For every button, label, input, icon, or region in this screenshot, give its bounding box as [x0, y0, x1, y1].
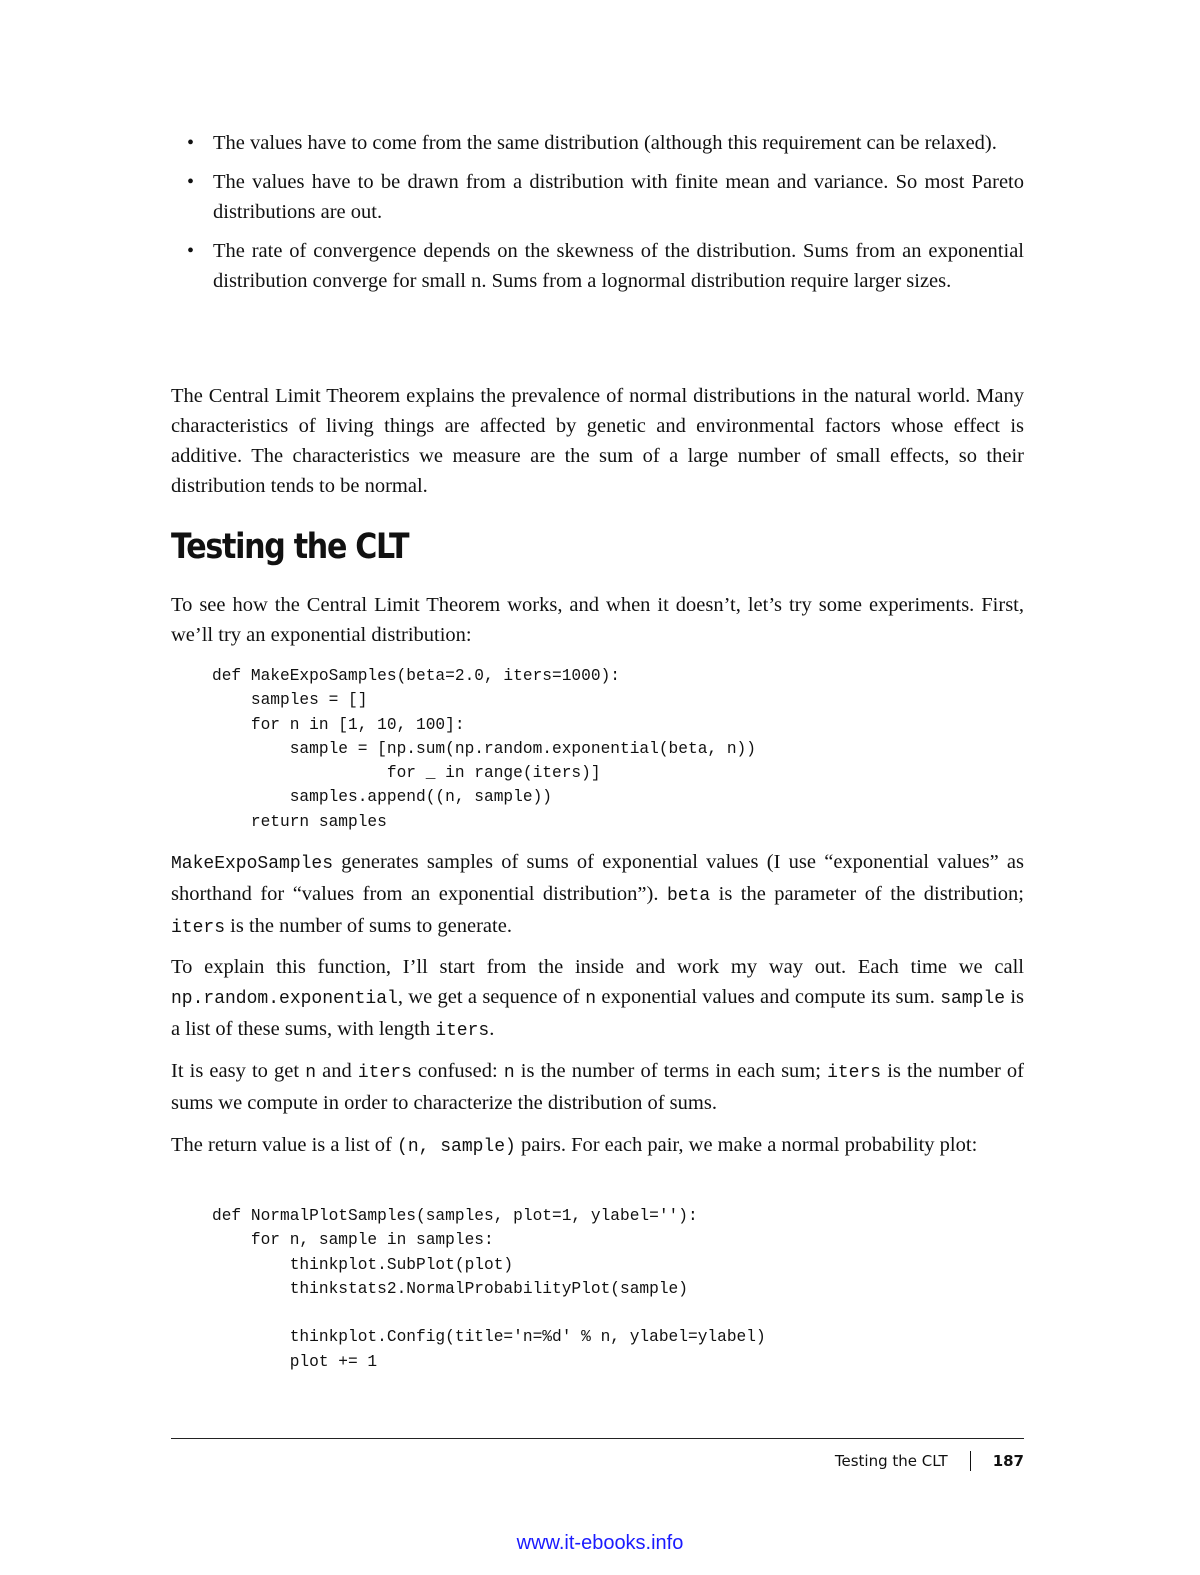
footer-section-title: Testing the CLT	[834, 1452, 948, 1470]
section-heading-container	[171, 527, 1024, 567]
text-run: is the number of sums we compute in order to characterize the distribution of sums.	[171, 1060, 1024, 1114]
bullet-item: • The values have to come from the same distribution (although this requirement can be relaxed).	[171, 128, 1024, 158]
text-run: pairs. For each pair, we make a normal probability plot:	[515, 1134, 978, 1156]
code-block-normal-plot-samples: def NormalPlotSamples(samples, plot=1, ylabel=''): for n, sample in samples: thinkplot.SubPlot(plot) thinkstats2.NormalProbabilityPlot(sample) thinkplot.Config(title='n=%d' % n, ylabel=ylabel) plot += 1	[212, 1207, 766, 1371]
inline-code: sample	[940, 989, 1005, 1009]
bullet-item: • The values have to be drawn from a distribution with finite mean and variance. So most Pareto distributions are out.	[171, 167, 1024, 227]
bullet-item: • The rate of convergence depends on the skewness of the distribution. Sums from an exponential distribution converge for small n. Sums from a lognormal distribution require larger sizes.	[171, 236, 1024, 296]
text-run: confused:	[411, 1060, 504, 1082]
text-run: generates samples of sums of exponential values (I use “exponential values” as shorthand for “values from an exponential distribution”).	[171, 851, 1024, 905]
paragraph-make-expo-description	[171, 847, 1024, 943]
page-footer	[835, 1451, 1024, 1471]
code-block-make-expo-samples: def MakeExpoSamples(beta=2.0, iters=1000): samples = [] for n in [1, 10, 100]: sample = [np.sum(np.random.exponential(beta, n)) for _ in range(iters)] samples.append((n, sample)) return samples	[212, 667, 756, 831]
text-run: The return value is a list of	[171, 1134, 398, 1156]
paragraph-return-value	[171, 1130, 1024, 1162]
paragraph-n-vs-iters	[171, 1056, 1024, 1118]
text-run: is a list of these sums, with length	[171, 986, 1025, 1040]
inline-code: iters	[171, 918, 226, 938]
footer-separator	[970, 1451, 971, 1471]
inline-code: n	[503, 1063, 515, 1083]
text-run: To explain this function, I’ll start from the inside and work my way out. Each time we call	[171, 956, 1024, 978]
section-title: Testing the CLT	[171, 527, 409, 567]
inline-code: iters	[435, 1021, 490, 1041]
text-run: .	[489, 1018, 495, 1040]
text-run: is the parameter of the distribution;	[710, 883, 1024, 905]
footer-divider	[171, 1438, 1024, 1439]
bullet-list	[171, 128, 1024, 305]
inline-code: n	[305, 1063, 317, 1083]
text-run: It is easy to get	[171, 1060, 306, 1082]
paragraph-function-explanation	[171, 952, 1024, 1046]
inline-code: iters	[357, 1063, 412, 1083]
page-number: 187	[992, 1452, 1024, 1470]
inline-code: np.random.exponential	[171, 989, 398, 1009]
text-run: exponential values and compute its sum.	[596, 986, 941, 1008]
inline-code: (n, sample)	[397, 1137, 516, 1157]
paragraph-intro: To see how the Central Limit Theorem works, and when it doesn’t, let’s try some experiments. First, we’ll try an exponential distribution:	[171, 594, 1024, 646]
inline-code: n	[585, 989, 597, 1009]
watermark-link[interactable]: www.it-ebooks.info	[516, 1532, 684, 1554]
text-run: is the number of sums to generate.	[225, 915, 512, 937]
text-run: , we get a sequence of	[397, 986, 586, 1008]
inline-code: iters	[827, 1063, 882, 1083]
inline-code: MakeExpoSamples	[171, 854, 334, 874]
paragraph-clt-explanation: The Central Limit Theorem explains the prevalence of normal distributions in the natural world. Many characteristics of living things are affected by genetic and environmental factors whose effect is additive. The characteristics we measure are the sum of a large number of small effects, so their distribution tends to be normal.	[171, 385, 1024, 497]
text-run: is the number of terms in each sum;	[514, 1060, 828, 1082]
inline-code: beta	[666, 886, 711, 906]
text-run: and	[316, 1060, 358, 1082]
